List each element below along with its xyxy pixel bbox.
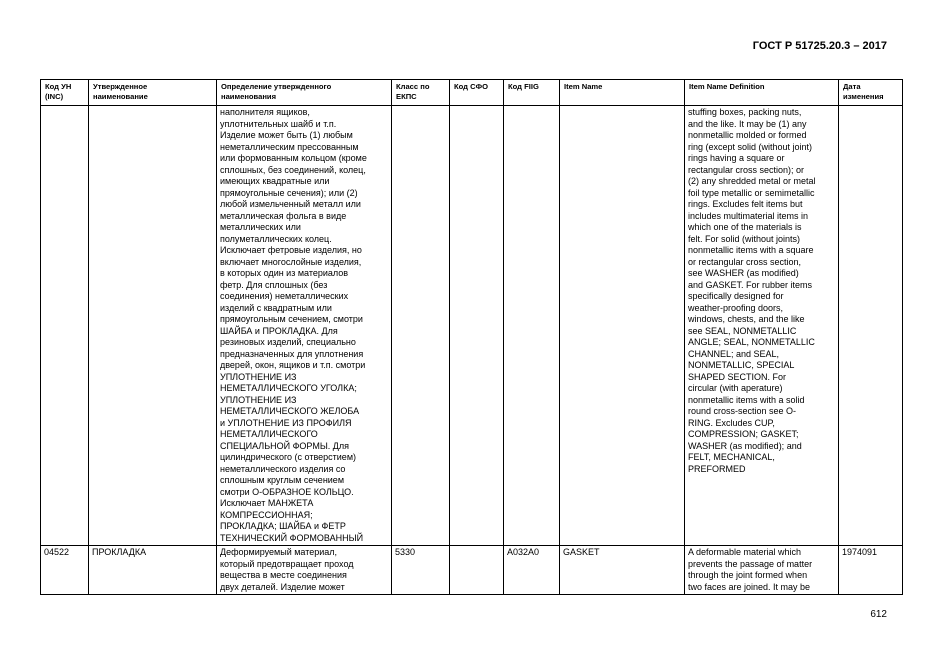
page-number: 612 bbox=[870, 609, 887, 620]
cell-item-name-definition: stuffing boxes, packing nuts, and the like. It may be (1) any nonmetallic molded or formed ring (except solid (without joint) rings having a square or rectangular cross section); or (2) any shredded metal or metal foil type metallic or semimetallic rings. Excludes felt items but includes multimaterial items in which one of the materials is felt. For solid (without joints) nonmetallic items with a square or rectangular cross section, see WASHER (as modified) and GASKET. For rubber items specifically designed for weather-proofing doors, windows, chests, and the like see SEAL, NONMETALLIC ANGLE; SEAL, NONMETALLIC CHANNEL; and SEAL, NONMETALLIC, SPECIAL SHAPED SECTION. For circular (with aperature) nonmetallic items with a solid round cross-section see O- RING. Excludes CUP, COMPRESSION; GASKET; WASHER (as modified); and FELT, MECHANICAL, PREFORMED bbox=[685, 106, 839, 546]
document-code: ГОСТ Р 51725.20.3 – 2017 bbox=[752, 40, 887, 52]
cell-fiig-code: A032A0 bbox=[504, 546, 560, 595]
cell-change-date: 1974091 bbox=[839, 546, 903, 595]
table-row bbox=[41, 106, 903, 546]
col-header-definition: Определение утвержденного наименования bbox=[217, 80, 392, 106]
col-header-approved-name: Утвержденное наименование bbox=[89, 80, 217, 106]
col-header-sfo-code: Код СФО bbox=[450, 80, 504, 106]
cell-definition: наполнителя ящиков, уплотнительных шайб и т.п. Изделие может быть (1) любым неметаллическим прессованным или формованным кольцом (кроме сплошных, без соединений, колец, имеющих квадратные или прямоугольные сечения); или (2) любой измельченный металл или металлическая фольга в виде металлических или полуметаллических колец. Исключает фетровые изделия, но включает многослойные изделия, в которых один из материалов фетр. Для сплошных (без соединения) неметаллических изделий с квадратным или прямоугольным сечением, смотри ШАЙБА и ПРОКЛАДКА. Для резиновых изделий, специально предназначенных для уплотнения дверей, окон, ящиков и т.п. смотри УПЛОТНЕНИЕ ИЗ НЕМЕТАЛЛИЧЕСКОГО УГОЛКА; УПЛОТНЕНИЕ ИЗ НЕМЕТАЛЛИЧЕСКОГО ЖЕЛОБА и УПЛОТНЕНИЕ ИЗ ПРОФИЛЯ НЕМЕТАЛЛИЧЕСКОГО СПЕЦИАЛЬНОЙ ФОРМЫ. Для цилиндрического (с отверстием) неметаллического изделия со сплошным круглым сечением смотри О-ОБРАЗНОЕ КОЛЬЦО. Исключает МАНЖЕТА КОМПРЕССИОННАЯ; ПРОКЛАДКА; ШАЙБА и ФЕТР ТЕХНИЧЕСКИЙ ФОРМОВАННЫЙ bbox=[217, 106, 392, 546]
cell-inc: 04522 bbox=[41, 546, 89, 595]
nomenclature-table bbox=[40, 79, 903, 595]
col-header-item-name: Item Name bbox=[560, 80, 685, 106]
cell-approved-name: ПРОКЛАДКА bbox=[89, 546, 217, 595]
cell-fiig-code bbox=[504, 106, 560, 546]
table-header-row bbox=[41, 80, 903, 106]
col-header-item-name-definition: Item Name Definition bbox=[685, 80, 839, 106]
table-row bbox=[41, 546, 903, 595]
col-header-fiig-code: Код FIIG bbox=[504, 80, 560, 106]
cell-item-name bbox=[560, 106, 685, 546]
cell-sfo-code bbox=[450, 106, 504, 546]
col-header-change-date: Дата изменения bbox=[839, 80, 903, 106]
cell-item-name: GASKET bbox=[560, 546, 685, 595]
cell-definition: Деформируемый материал, который предотвращает проход вещества в месте соединения двух деталей. Изделие может bbox=[217, 546, 392, 595]
cell-ekps-class: 5330 bbox=[392, 546, 450, 595]
cell-item-name-definition: A deformable material which prevents the passage of matter through the joint formed when two faces are joined. It may be bbox=[685, 546, 839, 595]
cell-sfo-code bbox=[450, 546, 504, 595]
cell-ekps-class bbox=[392, 106, 450, 546]
cell-change-date bbox=[839, 106, 903, 546]
cell-approved-name bbox=[89, 106, 217, 546]
cell-inc bbox=[41, 106, 89, 546]
col-header-inc: Код УН (INC) bbox=[41, 80, 89, 106]
col-header-ekps-class: Класс по ЕКПС bbox=[392, 80, 450, 106]
